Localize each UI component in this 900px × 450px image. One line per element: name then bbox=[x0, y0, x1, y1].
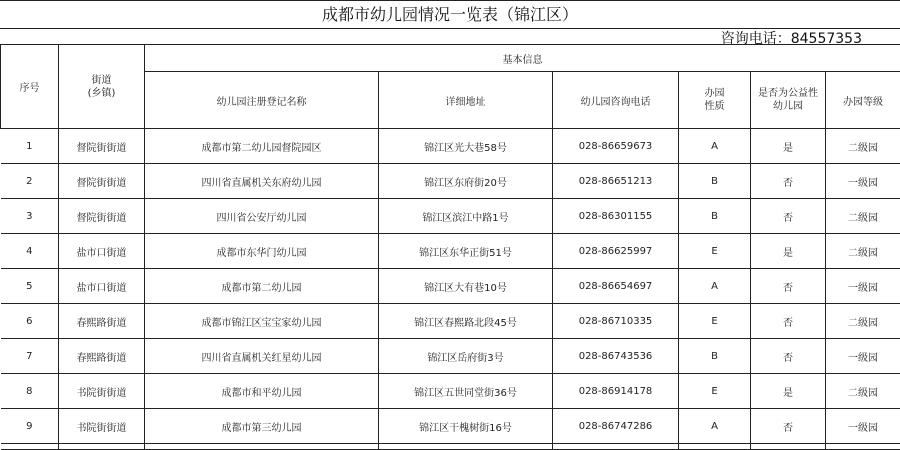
cell-nature: E bbox=[679, 234, 751, 269]
cell-seq: 3 bbox=[1, 199, 59, 234]
page-title: 成都市幼儿园情况一览表（锦江区） bbox=[0, 2, 900, 28]
cell-nature: B bbox=[679, 339, 751, 374]
cell-nature: A bbox=[679, 269, 751, 304]
cell-seq: 1 bbox=[1, 129, 59, 164]
header-nature: 办园 性质 bbox=[679, 72, 751, 129]
cell-street: 盐市口街道 bbox=[59, 269, 145, 304]
cell-name: 成都市第二幼儿园 bbox=[145, 269, 379, 304]
cell-name: 成都市第三幼儿园 bbox=[145, 409, 379, 444]
cell-grade: 二级园 bbox=[826, 129, 900, 164]
kindergarten-table bbox=[0, 44, 900, 450]
cell-nature: E bbox=[679, 374, 751, 409]
cell-phone: 028-86654697 bbox=[553, 269, 679, 304]
table-row bbox=[1, 374, 900, 409]
cell-empty bbox=[679, 444, 751, 450]
cell-grade: 二级园 bbox=[826, 304, 900, 339]
table-row bbox=[1, 269, 900, 304]
cell-address: 锦江区东府街20号 bbox=[379, 164, 553, 199]
table-row-partial bbox=[1, 444, 900, 450]
title-divider bbox=[0, 28, 900, 29]
cell-grade: 一级园 bbox=[826, 409, 900, 444]
header-street: 街道 (乡镇) bbox=[59, 45, 145, 129]
cell-public: 否 bbox=[751, 304, 826, 339]
cell-phone: 028-86659673 bbox=[553, 129, 679, 164]
cell-address: 锦江区光大巷58号 bbox=[379, 129, 553, 164]
cell-street: 督院街街道 bbox=[59, 164, 145, 199]
cell-street: 书院街街道 bbox=[59, 374, 145, 409]
cell-name: 成都市东华门幼儿园 bbox=[145, 234, 379, 269]
cell-empty bbox=[751, 444, 826, 450]
cell-nature: B bbox=[679, 164, 751, 199]
cell-phone: 028-86710335 bbox=[553, 304, 679, 339]
cell-nature: A bbox=[679, 409, 751, 444]
cell-grade: 二级园 bbox=[826, 199, 900, 234]
header-seq: 序号 bbox=[1, 45, 59, 129]
cell-grade: 一级园 bbox=[826, 164, 900, 199]
cell-street: 盐市口街道 bbox=[59, 234, 145, 269]
table-row bbox=[1, 129, 900, 164]
header-name: 幼儿园注册登记名称 bbox=[145, 72, 379, 129]
cell-phone: 028-86743536 bbox=[553, 339, 679, 374]
header-grade: 办园等级 bbox=[826, 72, 900, 129]
cell-public: 否 bbox=[751, 199, 826, 234]
cell-address: 锦江区大有巷10号 bbox=[379, 269, 553, 304]
cell-seq: 9 bbox=[1, 409, 59, 444]
cell-street: 春熙路街道 bbox=[59, 304, 145, 339]
cell-name: 四川省公安厅幼儿园 bbox=[145, 199, 379, 234]
header-phone: 幼儿园咨询电话 bbox=[553, 72, 679, 129]
table-row bbox=[1, 164, 900, 199]
cell-nature: A bbox=[679, 129, 751, 164]
table-row bbox=[1, 234, 900, 269]
cell-seq: 8 bbox=[1, 374, 59, 409]
consult-phone: 咨询电话：84557353 bbox=[721, 30, 862, 48]
cell-public: 是 bbox=[751, 374, 826, 409]
table-row bbox=[1, 199, 900, 234]
cell-nature: E bbox=[679, 304, 751, 339]
cell-grade: 一级园 bbox=[826, 339, 900, 374]
cell-public: 否 bbox=[751, 269, 826, 304]
cell-grade: 二级园 bbox=[826, 374, 900, 409]
header-row-1 bbox=[1, 45, 900, 72]
cell-empty bbox=[1, 444, 59, 450]
table-row bbox=[1, 304, 900, 339]
cell-grade: 一级园 bbox=[826, 269, 900, 304]
cell-name: 成都市第二幼儿园督院园区 bbox=[145, 129, 379, 164]
cell-seq: 2 bbox=[1, 164, 59, 199]
cell-name: 四川省直属机关东府幼儿园 bbox=[145, 164, 379, 199]
header-public: 是否为公益性 幼儿园 bbox=[751, 72, 826, 129]
top-border bbox=[0, 0, 900, 1]
cell-empty bbox=[145, 444, 379, 450]
cell-seq: 5 bbox=[1, 269, 59, 304]
cell-address: 锦江区干槐树街16号 bbox=[379, 409, 553, 444]
cell-empty bbox=[826, 444, 900, 450]
cell-name: 成都市和平幼儿园 bbox=[145, 374, 379, 409]
cell-address: 锦江区滨江中路1号 bbox=[379, 199, 553, 234]
cell-address: 锦江区岳府街3号 bbox=[379, 339, 553, 374]
cell-name: 成都市锦江区宝宝家幼儿园 bbox=[145, 304, 379, 339]
cell-public: 否 bbox=[751, 164, 826, 199]
table-row bbox=[1, 339, 900, 374]
cell-empty bbox=[59, 444, 145, 450]
header-address: 详细地址 bbox=[379, 72, 553, 129]
cell-name: 四川省直属机关红星幼儿园 bbox=[145, 339, 379, 374]
cell-public: 是 bbox=[751, 234, 826, 269]
cell-phone: 028-86914178 bbox=[553, 374, 679, 409]
cell-empty bbox=[553, 444, 679, 450]
cell-address: 锦江区五世同堂街36号 bbox=[379, 374, 553, 409]
cell-street: 春熙路街道 bbox=[59, 339, 145, 374]
header-basic-info: 基本信息 bbox=[145, 45, 900, 72]
cell-nature: B bbox=[679, 199, 751, 234]
cell-seq: 7 bbox=[1, 339, 59, 374]
cell-empty bbox=[379, 444, 553, 450]
cell-seq: 4 bbox=[1, 234, 59, 269]
cell-phone: 028-86301155 bbox=[553, 199, 679, 234]
cell-public: 否 bbox=[751, 409, 826, 444]
cell-phone: 028-86747286 bbox=[553, 409, 679, 444]
table-row bbox=[1, 409, 900, 444]
cell-address: 锦江区东华正街51号 bbox=[379, 234, 553, 269]
cell-seq: 6 bbox=[1, 304, 59, 339]
cell-public: 否 bbox=[751, 339, 826, 374]
cell-street: 书院街街道 bbox=[59, 409, 145, 444]
cell-phone: 028-86625997 bbox=[553, 234, 679, 269]
cell-public: 是 bbox=[751, 129, 826, 164]
cell-street: 督院街街道 bbox=[59, 129, 145, 164]
cell-street: 督院街街道 bbox=[59, 199, 145, 234]
cell-phone: 028-86651213 bbox=[553, 164, 679, 199]
cell-address: 锦江区春熙路北段45号 bbox=[379, 304, 553, 339]
cell-grade: 二级园 bbox=[826, 234, 900, 269]
